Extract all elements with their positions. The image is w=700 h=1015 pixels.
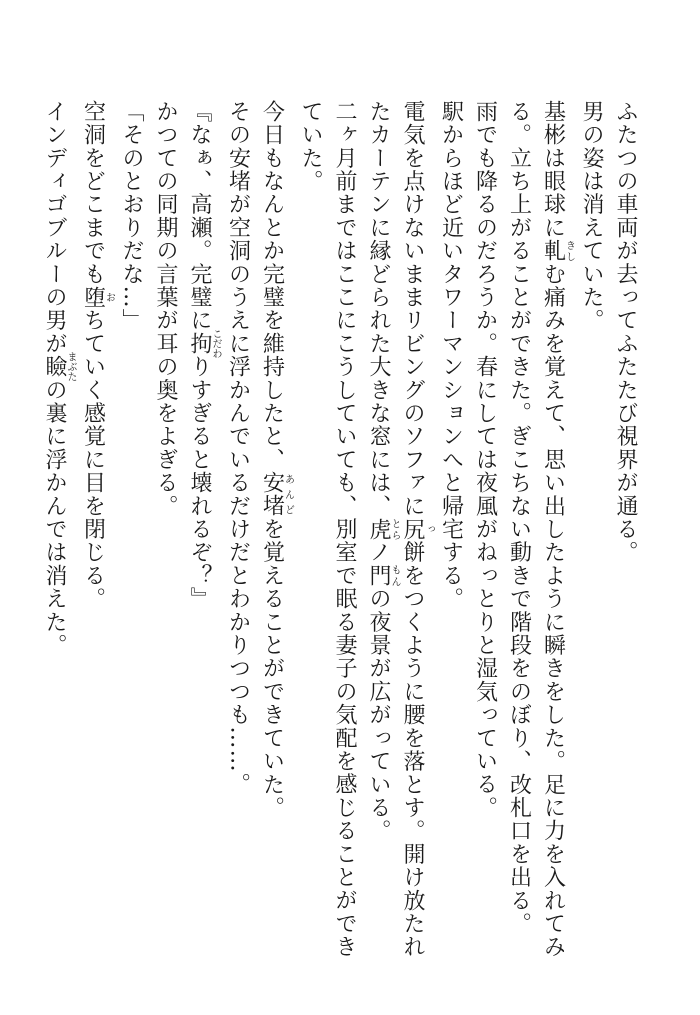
paragraph: インディゴブルーの男が瞼まぶたの裏に浮かんでは消えた。 bbox=[42, 100, 76, 657]
paragraph: かつての同期の言葉が耳の奥をよぎる。 bbox=[153, 100, 178, 518]
paragraph: 男の姿は消えていた。 bbox=[579, 100, 604, 332]
paragraph: 『なぁ、高瀬。完璧に拘こだわりすぎると壊れるぞ？』 bbox=[187, 100, 221, 611]
ruby-annotation: 虎とら bbox=[366, 517, 400, 541]
paragraph: 駅からほど近いタワーマンションへと帰宅する。 bbox=[438, 100, 464, 611]
paragraph: 基彬は眼球に軋きしむ痛みを覚えて、思い出したように瞬きをした。足に力を入れてみる。立ち上がることができた。ぎこちない動きで階段をのぼり、改札口を出る。 bbox=[506, 100, 575, 959]
paragraph: 空洞をどこまでも堕おちていく感覚に目を閉じる。 bbox=[80, 100, 115, 611]
paragraph: 「そのとおりだな…」 bbox=[119, 100, 144, 332]
ruby-annotation: 尻っ bbox=[400, 517, 434, 541]
paragraph: 二ヶ月前まではここにこうしていても、別室で眠る妻子の気配を感じることができていた。 bbox=[298, 100, 357, 959]
ruby-annotation: 門もん bbox=[366, 564, 400, 588]
ruby-annotation: 軋きし bbox=[540, 239, 575, 263]
ruby-annotation: 瞼まぶた bbox=[42, 351, 76, 382]
paragraph: ふたつの車両が去ってふたたび視界が通る。 bbox=[613, 100, 638, 564]
ruby-annotation: 拘こだわ bbox=[187, 328, 221, 359]
paragraph: 雨でも降るのだろうか。春にしては夜風がねっとりと湿気っている。 bbox=[472, 100, 498, 820]
paragraph: 電気を点けないままリビングのソファに尻っ餅をつくように腰を落とす。開け放たれたカーテンに縁どられた大きな窓には、虎とらノ門もんの夜景が広がっている。 bbox=[366, 100, 434, 959]
ruby-annotation: 堕お bbox=[80, 285, 115, 309]
paragraph: その安堵が空洞のうえに浮かんでいるだけだとわかりつつも……。 bbox=[225, 100, 251, 796]
vertical-text-body bbox=[37, 100, 642, 960]
paragraph: 今日もなんとか完璧を維持したと、安堵あんどを覚えることができていた。 bbox=[259, 100, 294, 820]
ruby-annotation: 安堵あんど bbox=[259, 471, 294, 518]
